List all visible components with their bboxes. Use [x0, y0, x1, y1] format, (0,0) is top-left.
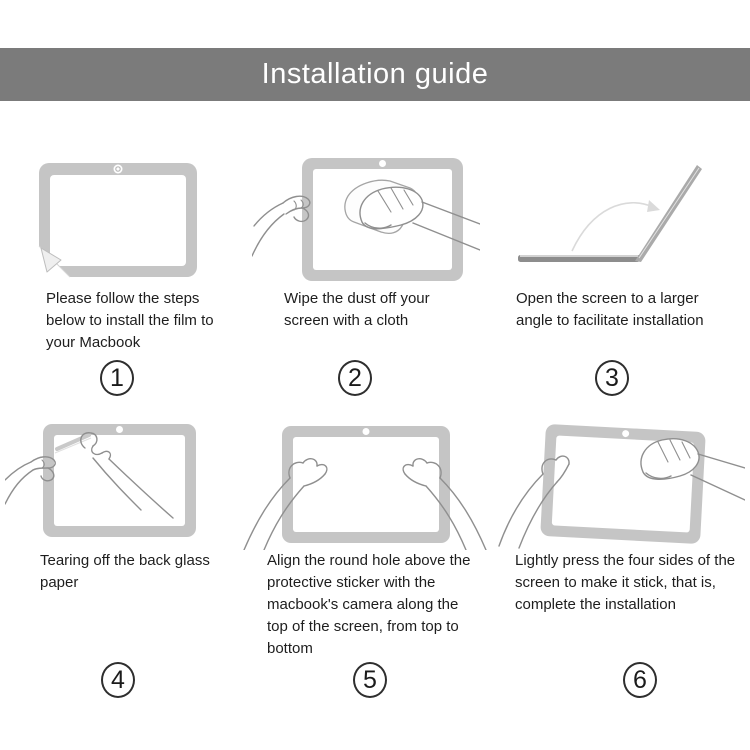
step-5-card [240, 418, 490, 698]
open-laptop-illustration [498, 150, 740, 288]
step-4-card [5, 418, 250, 698]
screen-panel [50, 175, 186, 266]
step-2-card [252, 150, 480, 396]
step-6-card [495, 418, 745, 698]
screen-panel [54, 435, 185, 526]
step-number-badge: 5 [353, 662, 387, 698]
step-number-badge: 6 [623, 662, 657, 698]
film-peel-illustration [28, 150, 243, 288]
wipe-screen-illustration [252, 150, 480, 288]
step-1-card [28, 150, 243, 396]
step-number-badge: 3 [595, 360, 629, 396]
press-sides-illustration [495, 418, 745, 550]
tear-back-paper-illustration [5, 418, 250, 550]
step-number-badge: 2 [338, 360, 372, 396]
camera-icon [363, 428, 370, 435]
screen-panel [293, 437, 439, 532]
left-hand-icon [252, 196, 310, 256]
step-caption: Align the round hole above the protective sticker with the macbook's camera along the top of the screen, from top to bottom [267, 552, 471, 657]
step-caption: Open the screen to a larger angle to facilitate installation [516, 290, 704, 329]
header-banner [0, 48, 750, 101]
step-caption: Lightly press the four sides of the screen to make it stick, that is, complete the installation [515, 552, 736, 613]
step-number-badge: 1 [100, 360, 134, 396]
step-caption: Please follow the steps below to install the film to your Macbook [46, 290, 214, 351]
step-3-card [498, 150, 740, 396]
step-caption: Tearing off the back glass paper [40, 552, 210, 591]
camera-icon [116, 426, 123, 433]
step-number-badge: 4 [101, 662, 135, 698]
camera-icon [379, 160, 386, 167]
align-film-illustration [240, 418, 490, 550]
camera-icon [114, 165, 123, 174]
step-caption: Wipe the dust off your screen with a cloth [284, 290, 430, 329]
page-title: Installation guide [261, 58, 489, 90]
